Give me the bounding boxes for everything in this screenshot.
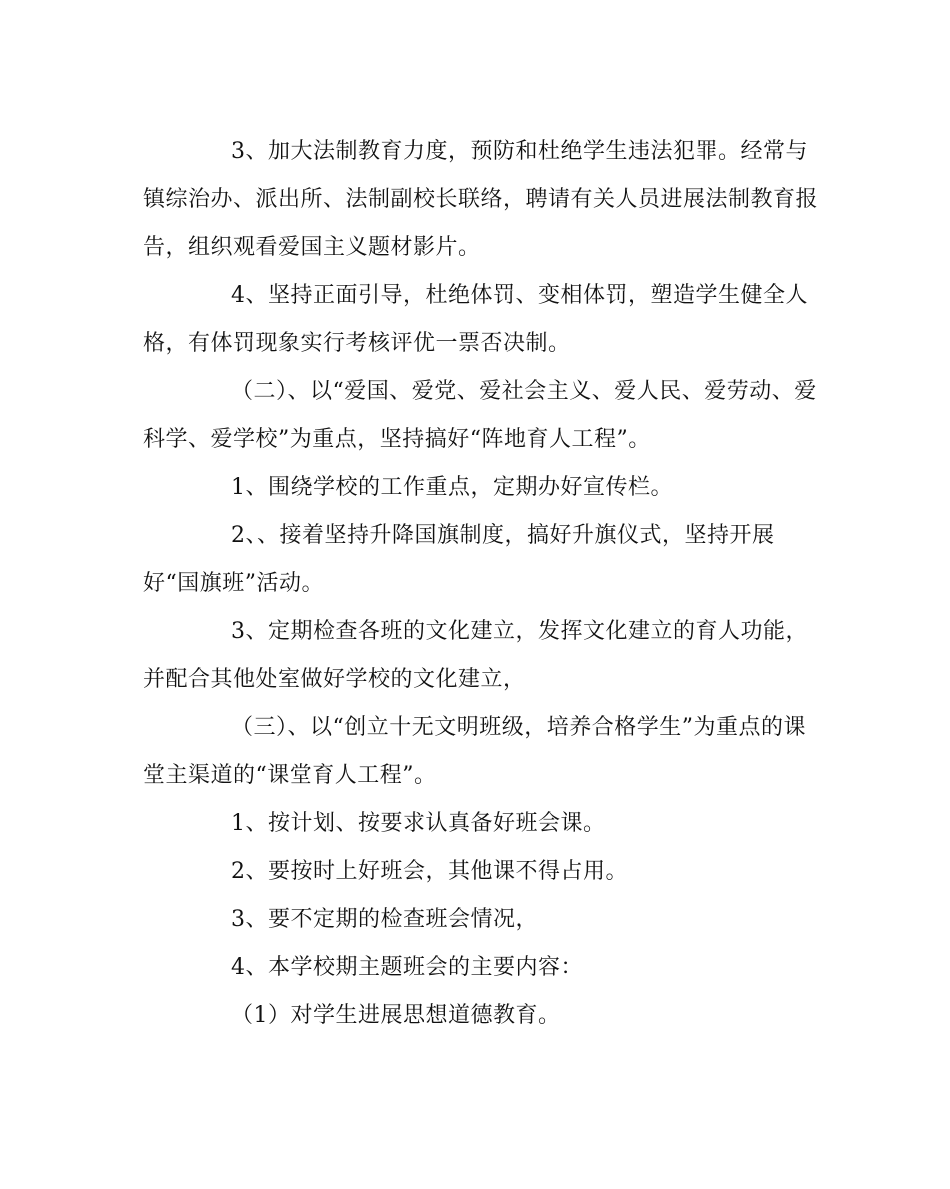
paragraph-flag-ceremony: 2、、接着坚持升降国旗制度，搞好升旗仪式，坚持开展好“国旗班”活动。 [143, 523, 775, 596]
paragraph-prepare-class-meeting: 1、按计划、按要求认真备好班会课。 [231, 811, 606, 836]
paragraph-inspect-class-meeting: 3、要不定期的检查班会情况， [231, 907, 538, 932]
paragraph-theme-content: 4、本学校期主题班会的主要内容： [231, 955, 583, 980]
paragraph-positive-guidance: 4、坚持正面引导，杜绝体罚、变相体罚，塑造学生健全人格，有体罚现象实行考核评优一票否决制。 [143, 283, 808, 356]
section-heading-three: （三）、以“创立十无文明班级，培养合格学生”为重点的课堂主渠道的“课堂育人工程”。 [143, 715, 806, 788]
document-body [143, 128, 823, 1040]
paragraph-hold-class-meeting: 2、要按时上好班会，其他课不得占用。 [231, 859, 628, 884]
paragraph-law-education: 3、加大法制教育力度，预防和杜绝学生违法犯罪。经常与镇综治办、派出所、法制副校长联络，聘请有关人员进展法制教育报告，组织观看爱国主义题材影片。 [143, 139, 819, 260]
paragraph-bulletin-board: 1、围绕学校的工作重点，定期办好宣传栏。 [231, 475, 673, 500]
paragraph-class-culture: 3、定期检查各班的文化建立，发挥文化建立的育人功能，并配合其他处室做好学校的文化建立， [143, 619, 808, 692]
list-item-moral-education: （1）对学生进展思想道德教育。 [231, 1003, 561, 1028]
section-heading-two: （二）、以“爱国、爱党、爱社会主义、爱人民、爱劳动、爱科学、爱学校”为重点，坚持搞好“阵地育人工程”。 [143, 379, 817, 452]
